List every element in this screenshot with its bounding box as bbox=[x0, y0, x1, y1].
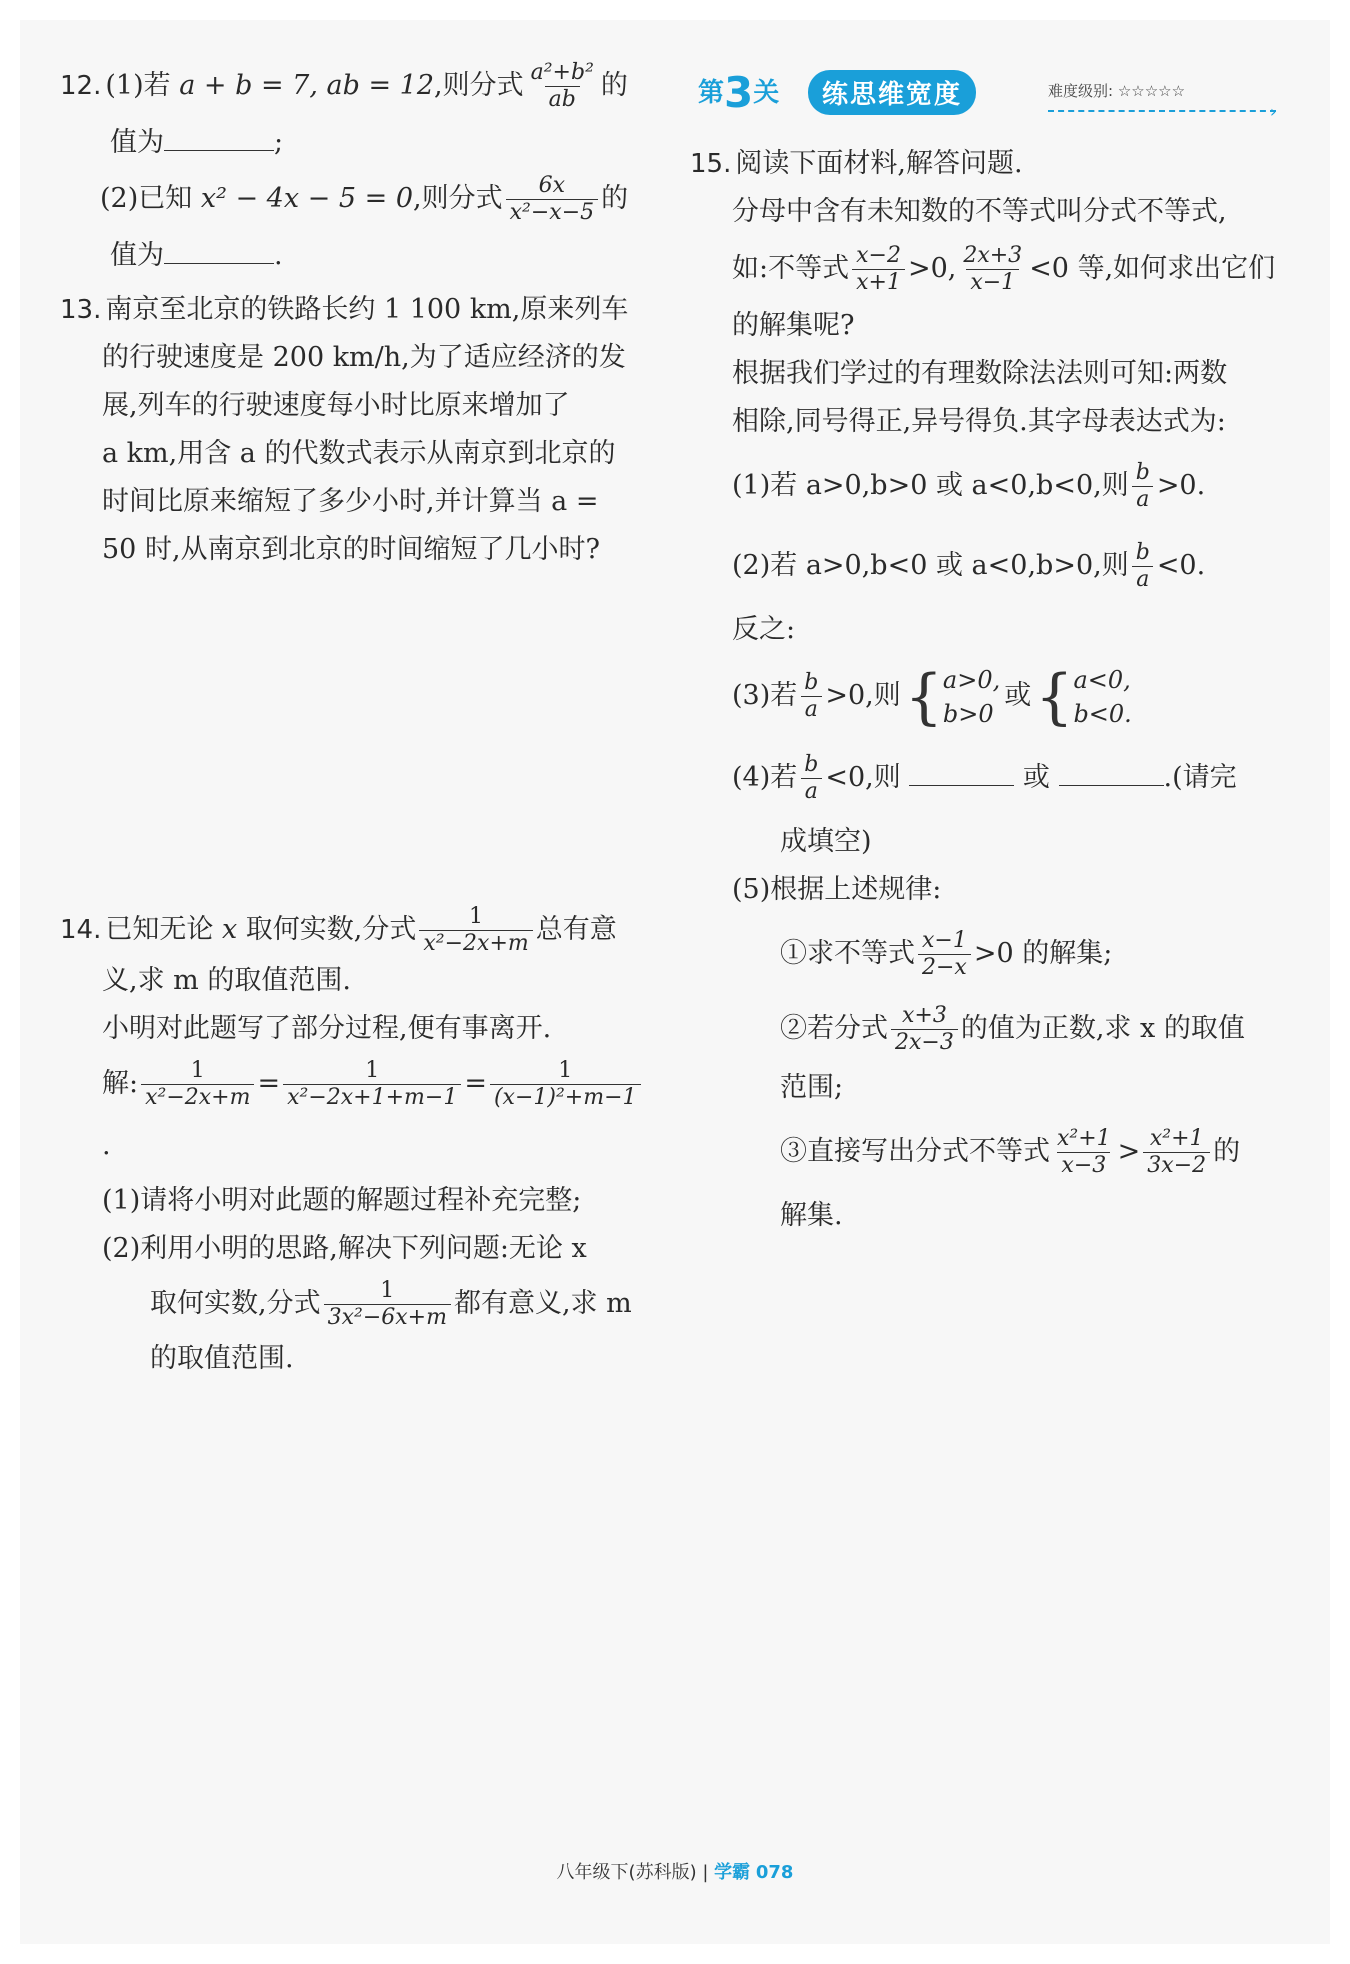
partial-solution: 解: $\frac{1}{\text{x²−2x+m}}$ = $\frac{1}{\text{x²−2x+1+m−1}}$ = $\frac{1}{\text{(x−1)²+m−1}}$ . bbox=[60, 1053, 650, 1177]
section-title: 练思维宽度 bbox=[808, 70, 976, 115]
question-15: 15. 阅读下面材料,解答问题. 分母中含有未知数的不等式叫分式不等式, 如:不等式 $\frac{x-2}{x+1}$ >0, $\frac{2x+3}{x-1}$ <0 等,如何求出它们 的解集呢? 根据我们学过的有理数除法法则可知:两数 相除,同号得正,异号得负.其字母表达式为: (1)若 a>0,b>0 或 a<0,b<0,则 $\frac{b}{a}$ >0. (2)若 a>0,b<0 或 a<0,b>0,则 $\frac{b}{a}$ <0. 反之: (3)若 $\frac{b}{a}$ >0,则 { a>0, b>0 或 { a<0, b<0. (4)若 $\frac{b}{a}$ <0,则 或 .(请完 成填空) (5)根据上述规律: ①求不等式 $\frac{x-1}{2-x}$ >0 的解集; ②若分式 $\frac{x+3}{2x-3}$ 的值为正数,求 x 的取值 范围; ③直接写出分式不等式 $\frac{\text{x²+1}}{x-3}$ > $\frac{\text{x²+1}}{3x-2}$ 的 解集. bbox=[690, 148, 1276, 1231]
brand-label: 学霸 bbox=[714, 1862, 751, 1883]
level-tag: 第3关 bbox=[698, 68, 780, 117]
brace-system: { a<0, b<0. bbox=[1035, 661, 1132, 732]
star-icon: ☆☆☆☆☆ bbox=[1117, 82, 1186, 100]
right-column bbox=[690, 140, 1290, 1240]
brace-system: { a>0, b>0 bbox=[904, 661, 1001, 732]
page-number: 078 bbox=[755, 1862, 794, 1883]
left-column bbox=[60, 60, 650, 1383]
difficulty-rating: 难度级别: ☆☆☆☆☆ bbox=[1048, 82, 1186, 100]
page-footer: 八年级下(苏科版) | 学霸 078 bbox=[556, 1862, 794, 1883]
fraction: $\frac{6x}{\text{x²−x−5}}$ bbox=[506, 173, 599, 226]
grade-label: 八年级下(苏科版) bbox=[556, 1862, 697, 1883]
answer-blank[interactable] bbox=[164, 126, 274, 151]
section-header bbox=[698, 68, 1278, 121]
answer-blank[interactable] bbox=[164, 239, 274, 264]
fraction: $\frac{\text{a²+b²}}{ab}$ bbox=[530, 60, 594, 112]
arrow-right-icon: › bbox=[1270, 102, 1277, 121]
q12-part1: 12. (1)若 a + b = 7, ab = 12,则分式 $\frac{\text{a²+b²}}{ab}$ 的 bbox=[60, 60, 628, 112]
answer-space bbox=[60, 574, 650, 904]
header-divider bbox=[1048, 110, 1276, 112]
answer-blank[interactable] bbox=[1059, 761, 1164, 786]
fraction: $\frac{1}{\text{3x²−6x+m}}$ bbox=[324, 1278, 451, 1331]
fraction: $\frac{1}{\text{x²−2x+m}}$ bbox=[419, 904, 532, 957]
question-13: 13. 南京至北京的铁路长约 1 100 km,原来列车 的行驶速度是 200 km/h,为了适应经济的发 展,列车的行驶速度每小时比原来增加了 a km,用含 a 的代数式表示从南京到北京的 时间比原来缩短了多少小时,并计算当 a = 50 时,从南京到北京的时间缩短了几小时? bbox=[60, 294, 629, 565]
question-14: 14. 已知无论 x 取何实数,分式 $\frac{1}{\text{x²−2x+m}}$ 总有意 义,求 m 的取值范围. 小明对此题写了部分过程,便有事离开. 解: $\frac{1}{\text{x²−2x+m}}$ = $\frac{1}{\text{x²−2x+1+m−1}}$ = $\frac{1}{\text{(x−1)²+m−1}}$ . (1)请将小明对此题的解题过程补充完整; (2)利用小明的思路,解决下列问题:无论 x 取何实数,分式 $\frac{1}{\text{3x²−6x+m}}$ 都有意义,求 m 的取值范围. bbox=[60, 904, 650, 1383]
q12-part2: (2)已知 x² − 4x − 5 = 0,则分式 $\frac{6x}{\text{x²−x−5}}$ 的 bbox=[100, 173, 629, 225]
answer-blank[interactable] bbox=[909, 761, 1014, 786]
question-12: 12. (1)若 a + b = 7, ab = 12,则分式 $\frac{\text{a²+b²}}{ab}$ 的 值为 ; (2)已知 x² − 4x − 5 = 0,则分式 $\frac{6x}{\text{x²−x−5}}$ 的 值为 . bbox=[60, 60, 650, 286]
